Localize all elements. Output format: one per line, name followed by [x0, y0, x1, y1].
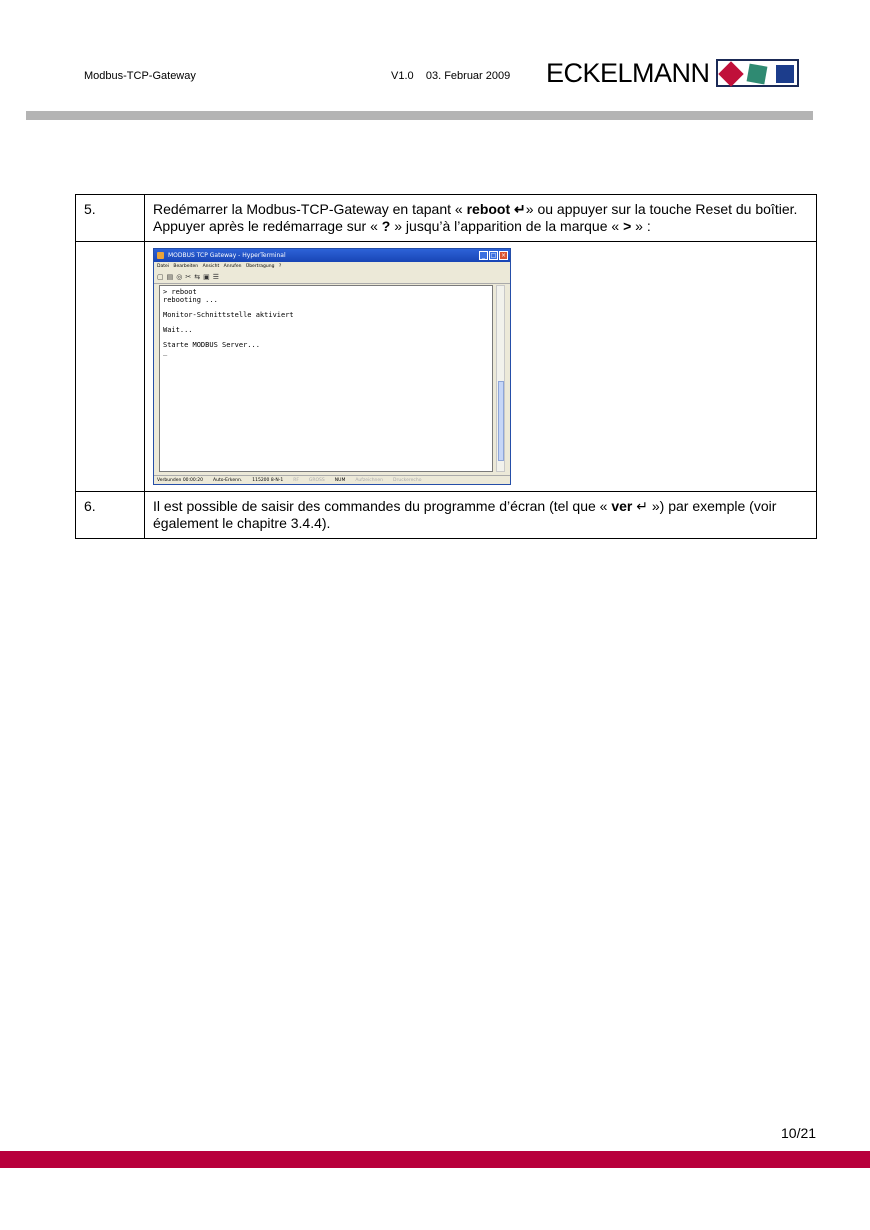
new-file-icon: ▢	[157, 272, 164, 281]
document-title: Modbus-TCP-Gateway	[84, 70, 196, 82]
step-row	[76, 195, 817, 242]
window-buttons	[479, 251, 508, 260]
step-number: 6.	[76, 492, 145, 539]
screenshot-row	[76, 242, 817, 492]
step-text: Il est possible de saisir des commandes du programme d’écran (tel que « ver ↵ ») par exemple (voir également le chapitre 3.4.4).	[145, 492, 817, 539]
step-text: Redémarrer la Modbus-TCP-Gateway en tapant « reboot ↵» ou appuyer sur la touche Reset du boîtier. Appuyer après le redémarrage sur « ? » jusqu’à l’apparition de la marque « > » :	[145, 195, 817, 242]
hyperterminal-screenshot	[153, 248, 511, 485]
send-icon: ⇆	[194, 272, 201, 281]
disconnect-icon: ✂	[185, 272, 192, 281]
maximize-icon: □	[490, 252, 497, 259]
logo-squares-icon	[716, 59, 799, 87]
minimize-icon: _	[479, 251, 488, 260]
header-rule	[26, 111, 813, 120]
terminal-menu-bar: Datei Bearbeiten Ansicht Anrufen Übertragung ?	[157, 264, 282, 269]
terminal-output: > reboot rebooting ... Monitor-Schnittstelle aktiviert Wait... Starte MODBUS Server... _	[159, 285, 493, 472]
close-icon: ×	[500, 252, 507, 259]
open-folder-icon: ▤	[166, 272, 174, 281]
page-number: 10/21	[781, 1125, 817, 1141]
hyperterminal-icon	[157, 252, 164, 259]
eckelmann-logo	[546, 58, 799, 88]
footer-bar	[0, 1151, 870, 1168]
terminal-title-bar	[154, 249, 510, 262]
logo-text: ECKELMANN	[546, 57, 710, 88]
connect-icon: ◎	[176, 272, 183, 281]
terminal-toolbar	[154, 271, 510, 284]
step-number: 5.	[76, 195, 145, 242]
instruction-table	[75, 194, 817, 539]
terminal-title: MODBUS TCP Gateway - HyperTerminal	[168, 252, 286, 259]
properties-icon: ☰	[212, 272, 220, 281]
receive-icon: ▣	[203, 272, 210, 281]
version-date: V1.0 03. Februar 2009	[391, 70, 511, 82]
step-row	[76, 492, 817, 539]
terminal-status-bar: Verbunden 00:00:20 Auto-Erkenn. 115200 8-N-1 RF GROSS NUM Aufzeichnen Druckerecho	[154, 475, 510, 484]
terminal-scrollbar	[496, 285, 505, 472]
